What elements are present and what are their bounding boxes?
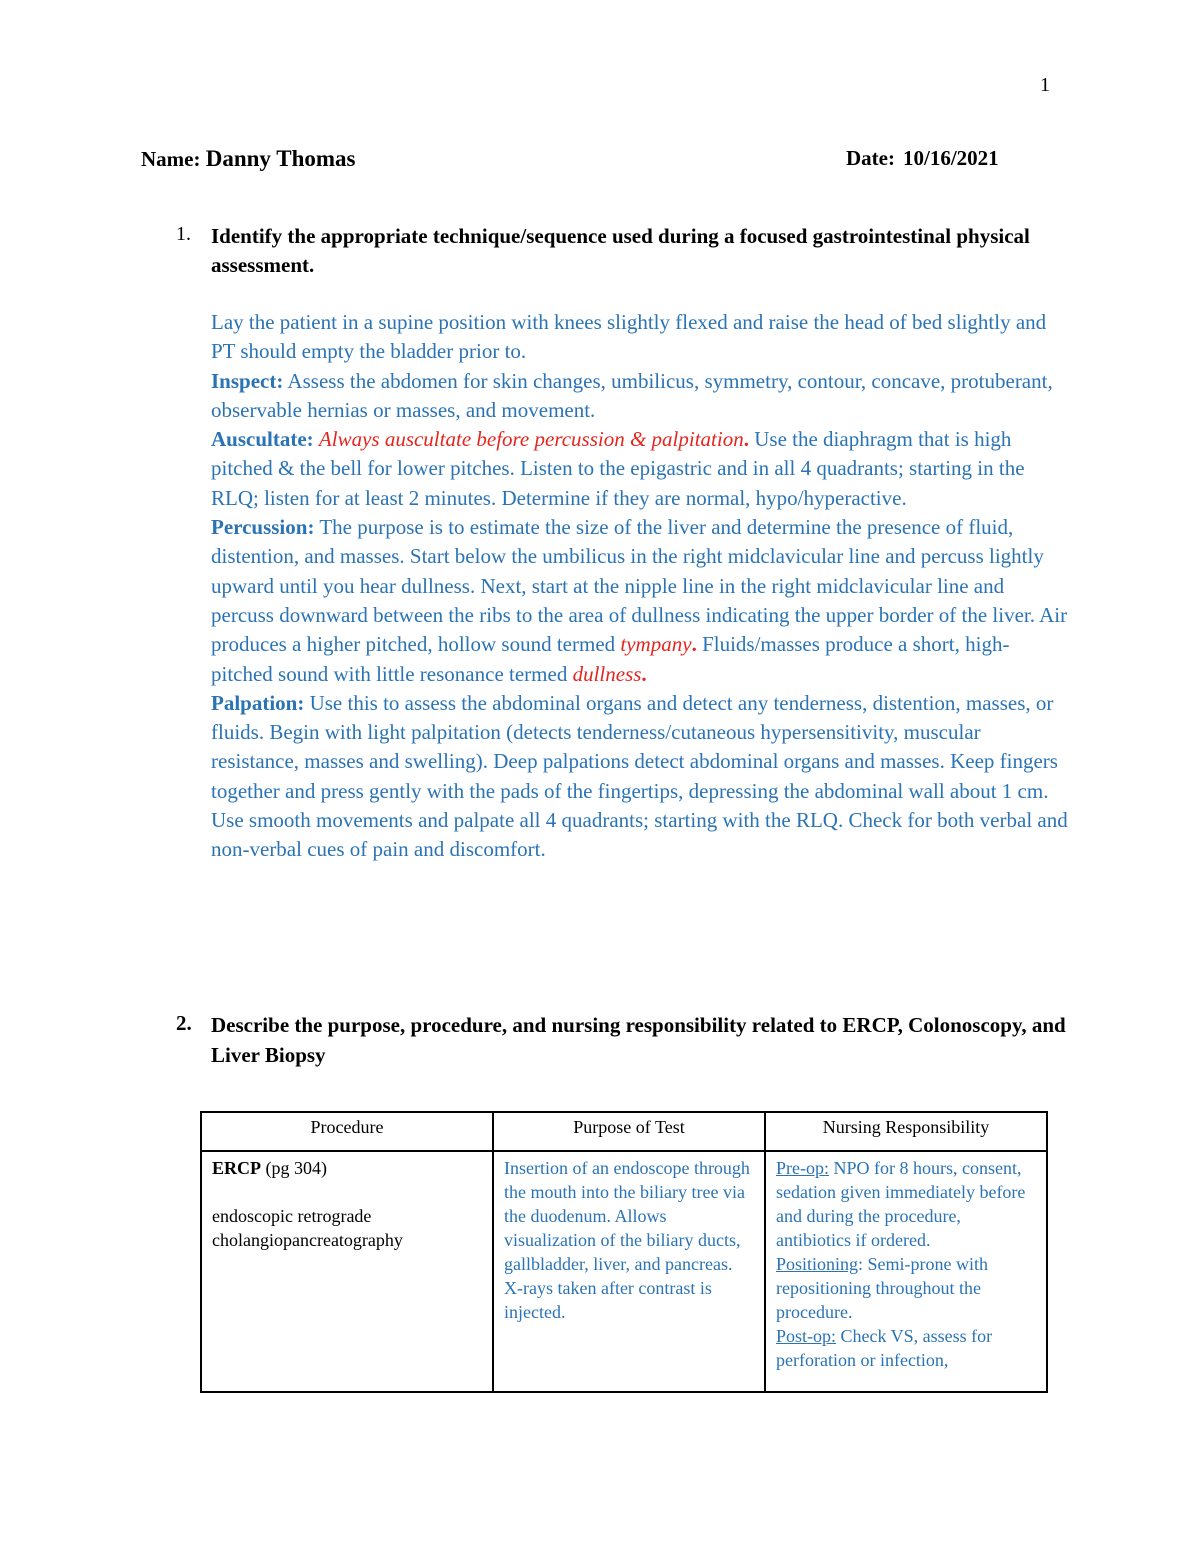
question-2-number: 2. bbox=[176, 1011, 192, 1035]
inspect-text: Assess the abdomen for skin changes, umbilicus, symmetry, contour, concave, protuberant, observable hernias or masses, and movement. bbox=[211, 368, 1053, 422]
question-1-number: 1. bbox=[176, 223, 191, 245]
palpation-text: Use this to assess the abdominal organs and detect any tenderness, distention, masses, or fluids. Begin with light palpitation (detects tenderness/cutaneous hypersensitivity, muscular resistance, masses and swelling). Deep palpations detect abdominal organs and masses. Keep fingers together and press gently with the pads of the fingertips, depressing the abdominal wall about 1 cm. Use smooth movements and palpate all 4 quadrants; starting with the RLQ. Check for both verbal and non-verbal cues of pain and discomfort. bbox=[211, 690, 1068, 862]
table-header-row bbox=[201, 1112, 1047, 1151]
term-tympany: tympany bbox=[620, 632, 692, 657]
positioning-text: : Semi-prone with repositioning throughout the procedure. bbox=[776, 1254, 989, 1322]
preop-label: Pre-op: bbox=[776, 1158, 829, 1178]
name-line bbox=[141, 146, 356, 172]
auscultate-label: Auscultate: bbox=[211, 427, 314, 452]
table-row bbox=[201, 1151, 1047, 1392]
question-1-answer bbox=[211, 308, 1071, 865]
percussion-text-a: The purpose is to estimate the size of the liver and determine the presence of fluid, distention, and masses. Start below the umbilicus in the right midclavicular line and percuss lightly upward until you hear dullness. Next, start at the nipple line in the right midclavicular line and percuss downward between the ribs to the area of dullness indicating the upper border of the liver. Air produces a higher pitched, hollow sound termed bbox=[211, 515, 1068, 657]
auscultate-text: Use the diaphragm that is high pitched & the bell for lower pitches. Listen to the epigastric and in all 4 quadrants; starting in the RLQ; listen for at least 2 minutes. Determine if they are normal, hypo/hyperactive. bbox=[211, 427, 1025, 510]
percussion-text-b: Fluids/masses produce a short, high-pitched sound with little resonance termed bbox=[211, 632, 1010, 686]
name-label: Name: bbox=[141, 147, 201, 171]
term-dullness-period: . bbox=[641, 661, 647, 686]
positioning-label: Positioning bbox=[776, 1254, 859, 1274]
auscultate-paragraph bbox=[211, 425, 1071, 513]
ercp-name: ERCP bbox=[212, 1158, 261, 1178]
date-value: 10/16/2021 bbox=[902, 146, 999, 170]
postop-text: Check VS, assess for perforation or infection, bbox=[776, 1326, 993, 1370]
answer-intro: Lay the patient in a supine position with knees slightly flexed and raise the head of bed slightly and PT should empty the bladder prior to. bbox=[211, 310, 1047, 364]
question-2-text: Describe the purpose, procedure, and nursing responsibility related to ERCP, Colonoscopy, and Liver Biopsy bbox=[211, 1013, 1066, 1067]
ercp-nursing-cell bbox=[765, 1151, 1047, 1392]
ercp-procedure-cell bbox=[201, 1151, 493, 1392]
inspect-label: Inspect: bbox=[211, 368, 284, 393]
date-label: Date: bbox=[846, 146, 895, 170]
ercp-purpose-cell: Insertion of an endoscope through the mouth into the biliary tree via the duodenum. Allows visualization of the biliary ducts, gallbladder, liver, and pancreas. X-rays taken after contrast is injected. bbox=[493, 1151, 765, 1392]
preop-text: NPO for 8 hours, consent, sedation given immediately before and during the procedure, antibiotics if ordered. bbox=[776, 1158, 1026, 1250]
page-number: 1 bbox=[1040, 74, 1050, 96]
header-procedure: Procedure bbox=[201, 1112, 493, 1151]
term-dullness: dullness bbox=[572, 661, 642, 686]
student-name: Danny Thomas bbox=[205, 146, 356, 171]
postop-label: Post-op: bbox=[776, 1326, 837, 1346]
ercp-page-ref: (pg 304) bbox=[261, 1158, 327, 1178]
percussion-label: Percussion: bbox=[211, 515, 315, 540]
percussion-paragraph bbox=[211, 513, 1071, 689]
date-line bbox=[846, 146, 999, 171]
term-tympany-period: . bbox=[691, 632, 697, 657]
header-purpose: Purpose of Test bbox=[493, 1112, 765, 1151]
palpation-label: Palpation: bbox=[211, 690, 305, 715]
auscultate-warning: Always auscultate before percussion & palpitation bbox=[318, 427, 744, 452]
auscultate-period: . bbox=[743, 427, 749, 452]
palpation-paragraph bbox=[211, 689, 1071, 865]
header-nursing-responsibility: Nursing Responsibility bbox=[765, 1112, 1047, 1151]
procedure-table bbox=[200, 1111, 1048, 1393]
ercp-full-name: endoscopic retrograde cholangiopancreatography bbox=[212, 1206, 403, 1250]
inspect-paragraph bbox=[211, 367, 1071, 426]
question-1-text: Identify the appropriate technique/sequence used during a focused gastrointestinal physical assessment. bbox=[211, 224, 1030, 277]
